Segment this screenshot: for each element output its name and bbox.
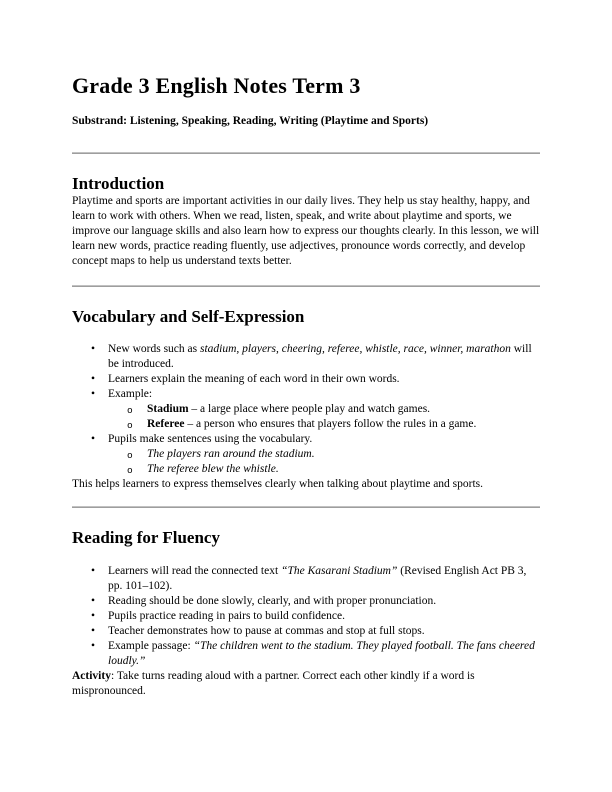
sub-list-item	[72, 417, 540, 432]
sub-list-item	[72, 402, 540, 417]
activity-label: Activity	[72, 670, 111, 682]
list-item-text: Example passage: “The children went to the stadium. They played football. The fans cheered loudly.”	[108, 640, 535, 667]
page-title: Grade 3 English Notes Term 3	[72, 73, 361, 98]
list-item-text: Learners explain the meaning of each word in their own words.	[108, 373, 400, 385]
list-item	[72, 342, 540, 372]
list-item-text: The players ran around the stadium.	[147, 448, 315, 460]
list-item-text: Referee – a person who ensures that players follow the rules in a game.	[147, 418, 477, 430]
list-item	[72, 372, 540, 387]
sub-list-item	[72, 462, 540, 477]
bullet-marker: o	[127, 465, 133, 476]
list-item	[72, 594, 540, 609]
bullet-marker: •	[91, 388, 96, 400]
reading-list	[72, 564, 540, 669]
bullet-marker: •	[91, 595, 96, 607]
vocabulary-list	[72, 342, 540, 477]
bullet-marker: •	[91, 610, 96, 622]
bullet-marker: o	[127, 450, 133, 461]
section-heading-vocabulary: Vocabulary and Self-Expression	[72, 307, 305, 326]
list-item	[72, 564, 540, 594]
section-heading-introduction: Introduction	[72, 174, 165, 193]
list-item-text: Teacher demonstrates how to pause at commas and stop at full stops.	[108, 625, 425, 637]
list-item	[72, 624, 540, 639]
bullet-marker: •	[91, 373, 96, 385]
sub-list-item	[72, 447, 540, 462]
bullet-marker: •	[91, 565, 96, 577]
list-item	[72, 609, 540, 624]
list-item-text: Pupils practice reading in pairs to build confidence.	[108, 610, 345, 622]
list-item	[72, 432, 540, 447]
list-item-text: Example:	[108, 388, 153, 400]
section-divider	[72, 152, 540, 154]
activity-text: : Take turns reading aloud with a partner. Correct each other kindly if a word is mispronounced.	[72, 670, 475, 697]
section-divider	[72, 285, 540, 287]
introduction-paragraph: Playtime and sports are important activities in our daily lives. They help us stay healthy, happy, and learn to work with others. When we read, listen, speak, and write about playtime and sports, we improve our language skills and also learn how to express our thoughts clearly. In this lesson, we will learn new words, practice reading fluently, use adjectives, pronounce words correctly, and develop concept maps to help us understand texts better.	[72, 195, 540, 267]
substrand-subtitle: Substrand: Listening, Speaking, Reading, Writing (Playtime and Sports)	[72, 115, 429, 127]
bullet-marker: •	[91, 640, 96, 652]
list-item-text: Learners will read the connected text “The Kasarani Stadium” (Revised English Act PB 3, pp. 101–102).	[108, 565, 527, 592]
bullet-marker: •	[91, 343, 96, 355]
activity-paragraph	[72, 669, 540, 699]
list-item-text: Reading should be done slowly, clearly, and with proper pronunciation.	[108, 595, 437, 607]
bullet-marker: •	[91, 625, 96, 637]
section-heading-reading: Reading for Fluency	[72, 528, 220, 547]
list-item-text: Pupils make sentences using the vocabulary.	[108, 433, 313, 445]
vocabulary-closing-paragraph: This helps learners to express themselves clearly when talking about playtime and sports.	[72, 478, 484, 490]
list-item-text: New words such as stadium, players, cheering, referee, whistle, race, winner, marathon will be introduced.	[108, 343, 532, 370]
bullet-marker: o	[127, 405, 133, 416]
bullet-marker: •	[91, 433, 96, 445]
list-item-text: Stadium – a large place where people play and watch games.	[147, 403, 431, 415]
section-divider	[72, 506, 540, 508]
list-item-text: The referee blew the whistle.	[147, 463, 279, 475]
bullet-marker: o	[127, 420, 133, 431]
list-item	[72, 639, 540, 669]
list-item	[72, 387, 540, 402]
